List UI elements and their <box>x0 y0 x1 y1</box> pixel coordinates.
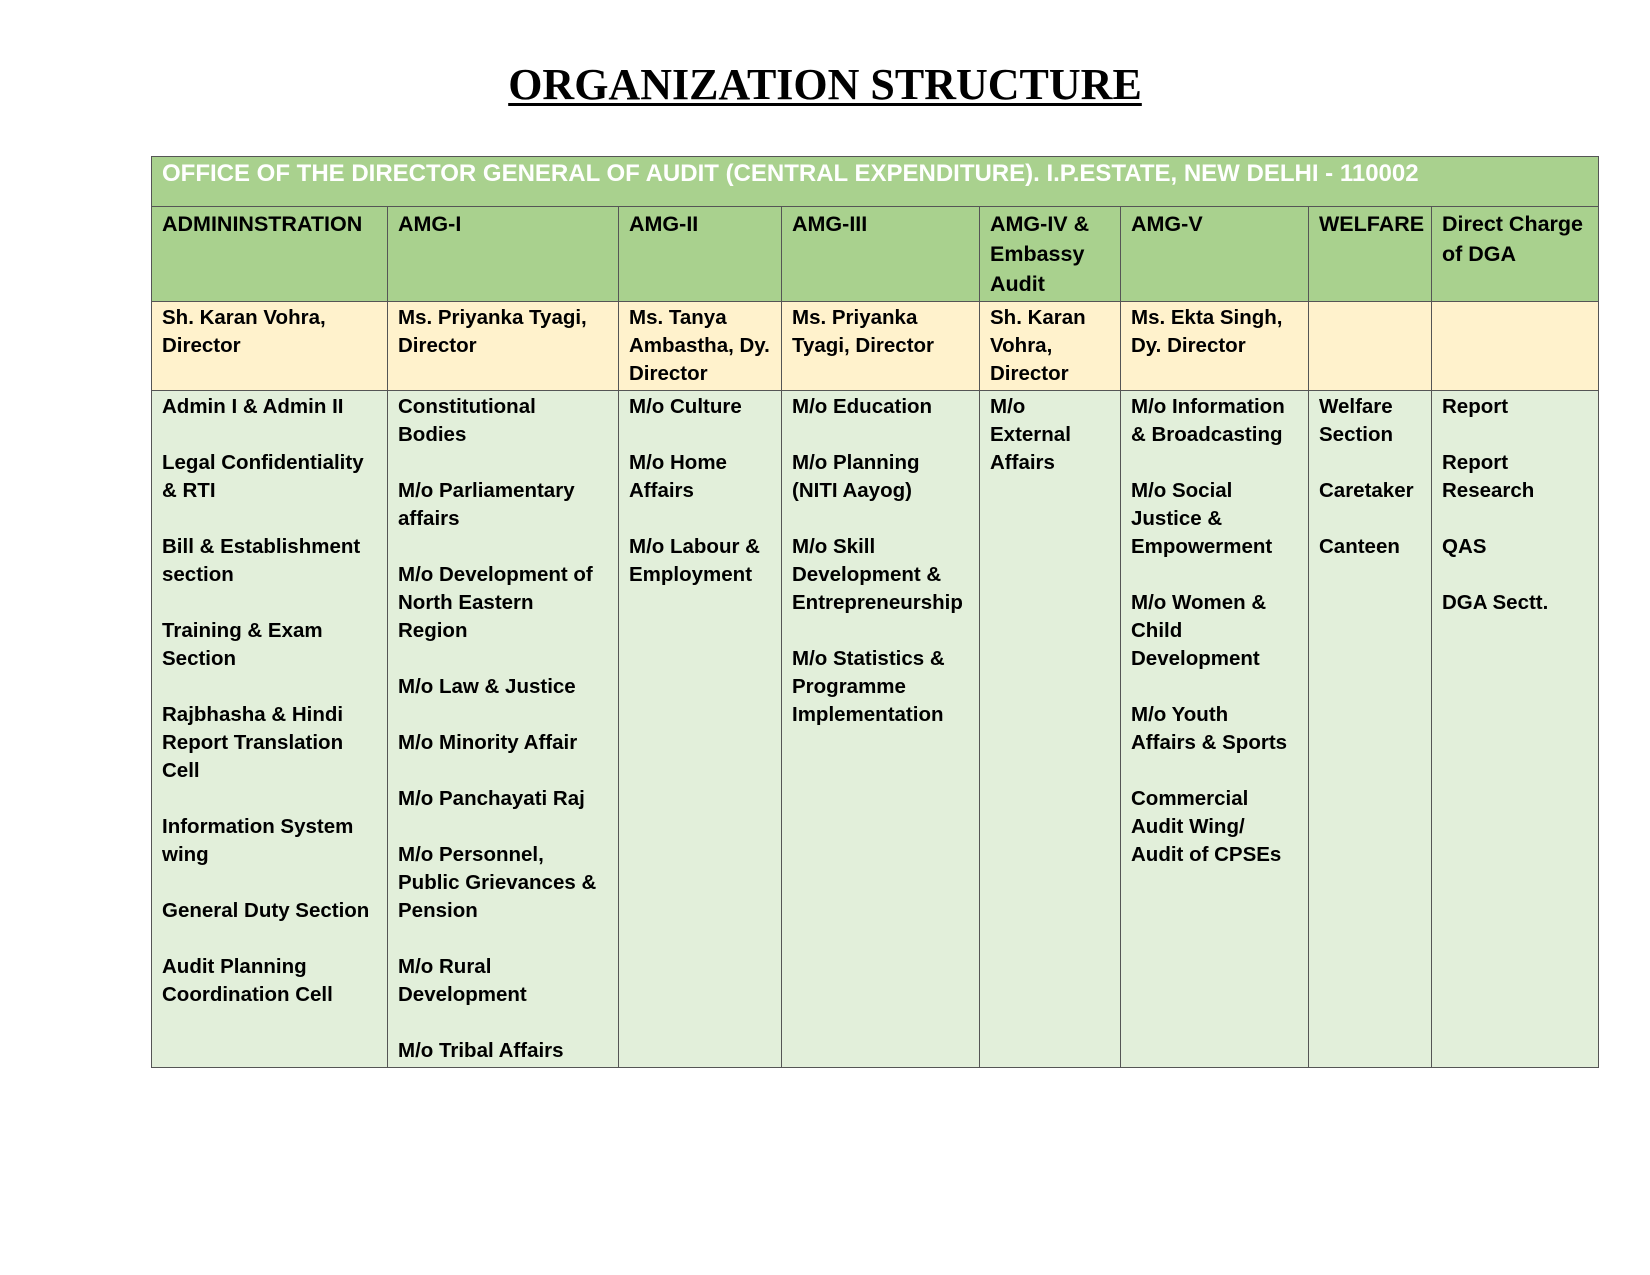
list-item: M/o Skill Development & Entrepreneurship <box>792 535 963 614</box>
list-item: Commercial Audit Wing/ Audit of CPSEs <box>1131 787 1282 866</box>
section-officer: Sh. Karan Vohra, Director <box>152 302 388 391</box>
section-officer <box>1309 302 1432 391</box>
page-title-text: ORGANIZATION STRUCTURE <box>508 60 1142 109</box>
section-officer: Ms. Priyanka Tyagi, Director <box>388 302 619 391</box>
list-item: M/o Culture <box>629 395 742 418</box>
list-item: M/o Statistics & Programme Implementation <box>792 647 945 726</box>
list-item: Welfare Section <box>1319 395 1394 446</box>
list-item: General Duty Section <box>162 899 370 922</box>
list-item: M/o Development of North Eastern Region <box>398 563 593 642</box>
section-heading: AMG-II <box>619 207 782 302</box>
list-item: M/o Home Affairs <box>629 451 727 502</box>
list-item: QAS <box>1442 535 1487 558</box>
list-item: Constitutional Bodies <box>398 395 536 446</box>
organization-table <box>151 156 1599 1068</box>
office-row <box>152 157 1599 207</box>
section-heading: AMG-IV & Embassy Audit <box>980 207 1121 302</box>
section-heading: AMG-I <box>388 207 619 302</box>
section-officer: Ms. Priyanka Tyagi, Director <box>782 302 980 391</box>
list-item: M/o Rural Development <box>398 955 527 1006</box>
list-item: M/o Information & Broadcasting <box>1131 395 1285 446</box>
list-item: M/o Youth Affairs & Sports <box>1131 703 1288 754</box>
list-item: M/o Minority Affair <box>398 731 578 754</box>
section-items <box>980 391 1121 1068</box>
list-item: Bill & Establishment section <box>162 535 361 586</box>
section-items <box>1432 391 1599 1068</box>
list-item: M/o Labour & Employment <box>629 535 760 586</box>
section-officer: Ms. Tanya Ambastha, Dy. Director <box>619 302 782 391</box>
section-officer: Sh. Karan Vohra, Director <box>980 302 1121 391</box>
list-item: Admin I & Admin II <box>162 395 344 418</box>
section-heading: Direct Charge of DGA <box>1432 207 1599 302</box>
list-item: Rajbhasha & Hindi Report Translation Cell <box>162 703 344 782</box>
section-items <box>152 391 388 1068</box>
responsibilities-row <box>152 391 1599 1068</box>
list-item: Information System wing <box>162 815 354 866</box>
section-items <box>619 391 782 1068</box>
section-heading: AMG-III <box>782 207 980 302</box>
section-items <box>782 391 980 1068</box>
list-item: M/o Law & Justice <box>398 675 576 698</box>
officer-row <box>152 302 1599 391</box>
list-item: M/o Planning (NITI Aayog) <box>792 451 920 502</box>
section-items <box>388 391 619 1068</box>
list-item: Caretaker <box>1319 479 1414 502</box>
list-item: M/o External Affairs <box>990 395 1071 474</box>
list-item: M/o Social Justice & Empowerment <box>1131 479 1273 558</box>
list-item: Report Research <box>1442 451 1535 502</box>
list-item: Report <box>1442 395 1509 418</box>
section-items <box>1121 391 1309 1068</box>
list-item: DGA Sectt. <box>1442 591 1549 614</box>
section-heading: ADMININSTRATION <box>152 207 388 302</box>
list-item: Training & Exam Section <box>162 619 323 670</box>
list-item: Audit Planning Coordination Cell <box>162 955 333 1006</box>
section-heading: WELFARE <box>1309 207 1432 302</box>
section-heading-row <box>152 207 1599 302</box>
list-item: M/o Women & Child Development <box>1131 591 1267 670</box>
list-item: M/o Education <box>792 395 933 418</box>
list-item: M/o Tribal Affairs <box>398 1039 564 1062</box>
section-officer <box>1432 302 1599 391</box>
list-item: Legal Confidentiality & RTI <box>162 451 364 502</box>
list-item: M/o Parliamentary affairs <box>398 479 575 530</box>
list-item: Canteen <box>1319 535 1400 558</box>
list-item: M/o Personnel, Public Grievances & Pension <box>398 843 597 922</box>
section-officer: Ms. Ekta Singh, Dy. Director <box>1121 302 1309 391</box>
section-heading: AMG-V <box>1121 207 1309 302</box>
page-title <box>0 58 1650 112</box>
section-items <box>1309 391 1432 1068</box>
office-name: OFFICE OF THE DIRECTOR GENERAL OF AUDIT (CENTRAL EXPENDITURE). I.P.ESTATE, NEW DELHI - 110002 <box>152 157 1599 207</box>
list-item: M/o Panchayati Raj <box>398 787 585 810</box>
